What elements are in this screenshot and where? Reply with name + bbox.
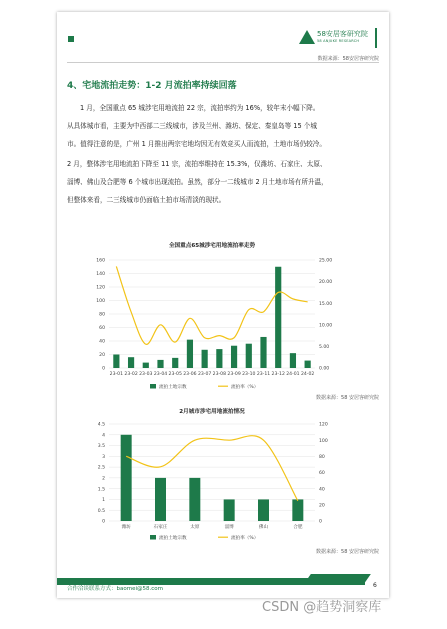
- y-left-tick-label: 2.5: [97, 465, 105, 471]
- bar: [155, 478, 166, 521]
- header-divider: [67, 62, 379, 63]
- paragraph-line: 但整体来看，二三线城市仍面临土拍市场清淡的现状。: [67, 196, 226, 204]
- y-left-tick-label: 4: [102, 433, 105, 439]
- paragraph-line: 淄博、佛山及合肥等 6 个城市出现流拍。虽然，部分一二线城市 2 月土地市场有所升温，: [67, 178, 328, 186]
- bar: [290, 353, 296, 368]
- x-tick-label: 23-11: [256, 372, 271, 377]
- y-left-tick-label: 80: [99, 312, 105, 318]
- y-right-tick-label: 15.00: [319, 301, 333, 307]
- y-right-tick-label: 10.00: [319, 323, 333, 329]
- logo-name: 58安居客研究院: [317, 30, 368, 38]
- y-left-tick-label: 120: [96, 285, 105, 291]
- footer-bar-accent: [303, 574, 371, 585]
- paragraph-line: 市。值得注意的是，广州 1 月推出两宗宅地均因无有效竞买人而流拍，土地市场仍较冷。: [67, 140, 326, 148]
- y-left-tick-label: 40: [99, 339, 105, 345]
- x-tick-label: 潍坊: [121, 525, 131, 530]
- y-right-tick-label: 20.00: [319, 280, 333, 286]
- y-left-tick-label: 60: [99, 326, 105, 332]
- bar: [157, 360, 163, 368]
- bar: [187, 340, 193, 368]
- page-number: 6: [373, 582, 377, 589]
- legend-bar-label: 流拍土地宗数: [159, 385, 187, 390]
- bar: [143, 363, 149, 368]
- bar: [202, 350, 208, 368]
- watermark: CSDN @趋势洞察库: [262, 600, 382, 615]
- y-right-tick-label: 20: [319, 503, 325, 509]
- x-tick-label: 23-05: [168, 372, 182, 377]
- bar: [216, 349, 222, 368]
- x-tick-label: 太原: [190, 525, 200, 530]
- y-right-tick-label: 5.00: [319, 345, 330, 350]
- y-left-tick-label: 1.5: [97, 487, 105, 493]
- company-logo: [299, 28, 377, 50]
- bar: [258, 499, 269, 521]
- y-right-tick-label: 80: [319, 454, 325, 460]
- y-left-tick-label: 0: [102, 366, 105, 372]
- bar: [260, 337, 266, 368]
- x-tick-label: 24-02: [300, 372, 315, 377]
- bar: [275, 267, 281, 368]
- y-left-tick-label: 2: [102, 476, 105, 482]
- legend-bar-label: 流拍土地宗数: [159, 536, 187, 541]
- x-tick-label: 23-08: [212, 372, 227, 377]
- bar: [224, 499, 235, 521]
- y-left-tick-label: 140: [96, 272, 105, 278]
- chart1-source: 数据来源：58 安居客研究院: [316, 395, 379, 401]
- bar: [246, 344, 252, 368]
- chart-65-city-trend: [89, 234, 347, 390]
- legend-line-label: 流拍率（%）: [231, 385, 259, 390]
- y-right-tick-label: 40: [319, 487, 325, 493]
- paragraph-line: 1 月，全国重点 65 城涉宅用地流拍 22 宗，流拍率约为 16%，较年末小幅下降。: [80, 104, 320, 112]
- y-left-tick-label: 160: [96, 258, 105, 264]
- x-tick-label: 石家庄: [153, 525, 168, 530]
- y-right-tick-label: 25.00: [319, 258, 333, 264]
- paragraph-line: 从具体城市看，主要为中西部二三线城市，涉及兰州、潍坊、保定、秦皇岛等 15 个城: [67, 122, 317, 130]
- x-tick-label: 23-06: [183, 372, 197, 377]
- x-tick-label: 23-07: [197, 372, 212, 377]
- chart-65-city-trend-svg: [89, 234, 347, 390]
- y-left-tick-label: 0.5: [97, 508, 105, 514]
- legend-bar-swatch: [150, 535, 156, 540]
- x-tick-label: 23-04: [153, 372, 168, 377]
- bar: [172, 358, 178, 368]
- logo-subtitle: 58 ANJUKE RESEARCH: [317, 39, 360, 43]
- x-tick-label: 合肥: [293, 525, 303, 530]
- paragraph-line: 2 月，整体涉宅用地流拍下降至 11 宗，流拍率维持在 15.3%，仅潍坊、石家庄、太原、: [67, 160, 327, 168]
- y-left-tick-label: 0: [102, 519, 105, 525]
- x-tick-label: 24-01: [286, 372, 300, 377]
- chart-title: 全国重点65城涉宅用地流拍率走势: [168, 243, 256, 249]
- chart-feb-city: [89, 407, 347, 542]
- header-square-mark: [68, 36, 74, 42]
- y-left-tick-label: 20: [99, 353, 105, 359]
- logo-divider: [375, 28, 377, 48]
- x-tick-label: 淄博: [224, 525, 234, 530]
- x-tick-label: 23-09: [227, 372, 241, 377]
- y-right-tick-label: 100: [319, 438, 328, 444]
- y-left-tick-label: 100: [96, 299, 105, 305]
- y-right-tick-label: 120: [319, 422, 328, 428]
- y-left-tick-label: 1: [102, 498, 105, 504]
- x-tick-label: 23-01: [109, 372, 124, 377]
- x-tick-label: 23-02: [124, 372, 138, 377]
- y-right-tick-label: 0: [319, 519, 322, 525]
- y-right-tick-label: 60: [319, 471, 325, 477]
- legend-bar-swatch: [150, 384, 156, 389]
- bar: [128, 357, 134, 368]
- section-title: 4、宅地流拍走势：1-2 月流拍率持续回落: [67, 81, 237, 91]
- footer-contact: 合作洽谈联系方式：baomei@58.com: [67, 586, 163, 592]
- bar: [305, 361, 311, 368]
- bar: [189, 478, 200, 521]
- chart-feb-city-svg: [89, 407, 347, 542]
- y-left-tick-label: 3.5: [97, 444, 105, 450]
- bar: [121, 435, 132, 521]
- x-tick-label: 23-03: [139, 372, 153, 377]
- report-page: [57, 12, 389, 598]
- x-tick-label: 23-12: [271, 372, 285, 377]
- chart-title: 2月城市涉宅用地流拍情况: [179, 409, 245, 415]
- legend-line-label: 流拍率（%）: [231, 536, 259, 541]
- y-left-tick-label: 4.5: [97, 422, 105, 428]
- logo-triangle-icon: [299, 30, 315, 44]
- y-left-tick-label: 3: [102, 454, 105, 460]
- x-tick-label: 23-10: [242, 372, 256, 377]
- y-right-tick-label: 0.00: [319, 366, 330, 372]
- bar: [292, 499, 303, 521]
- chart2-source: 数据来源：58 安居客研究院: [316, 549, 379, 555]
- bar: [231, 346, 237, 368]
- header-source: 数据来源：58安居客研究院: [317, 56, 379, 62]
- x-tick-label: 佛山: [258, 525, 269, 530]
- bar: [113, 355, 119, 369]
